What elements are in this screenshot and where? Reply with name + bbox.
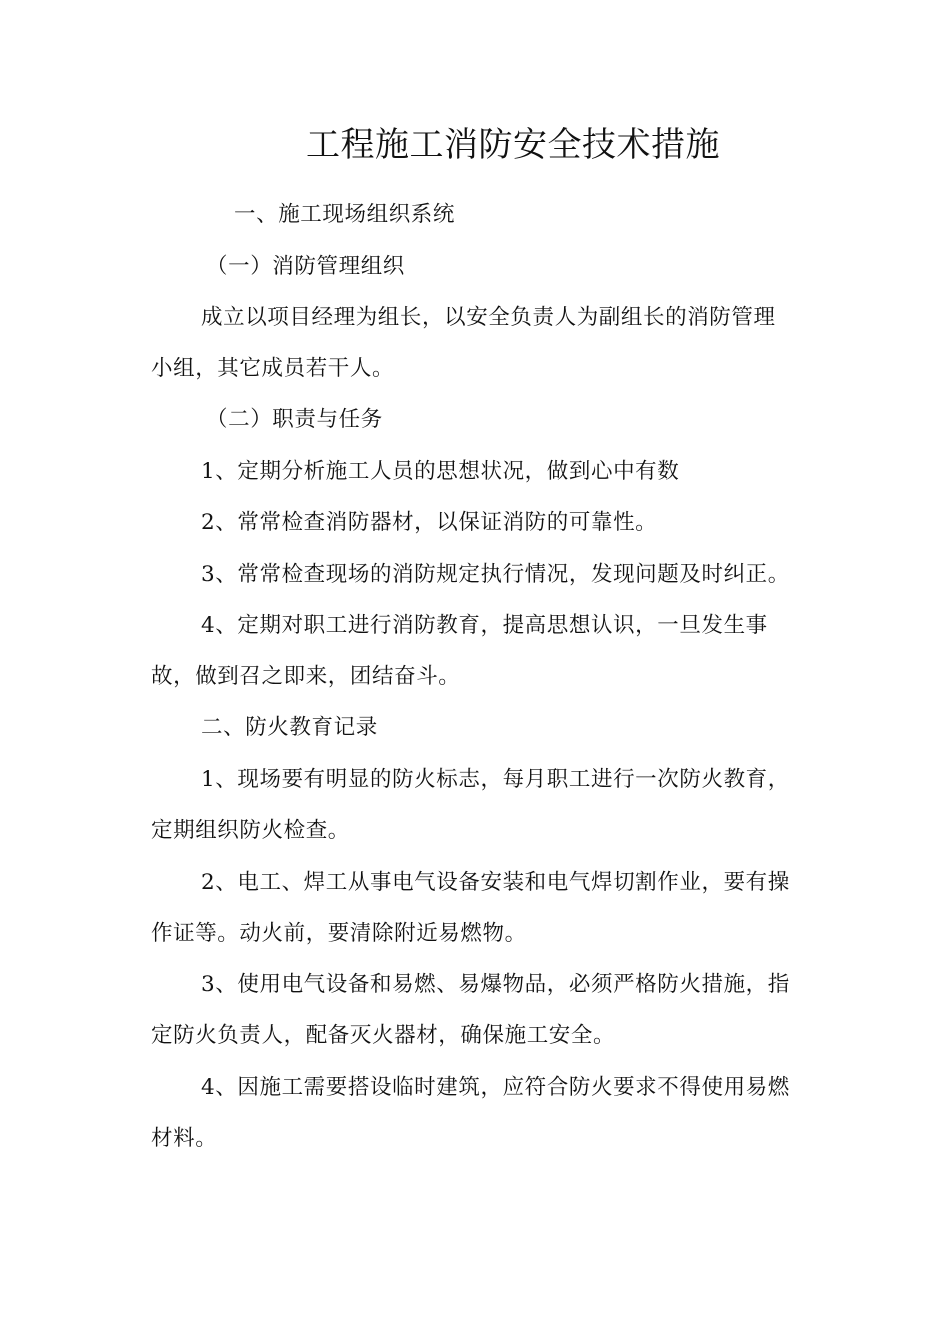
subsection-heading-1: （一）消防管理组织	[206, 254, 405, 279]
list-item-continuation: 作证等。动火前，要清除附近易燃物。	[151, 921, 527, 946]
section-heading-1: 一、施工现场组织系统	[234, 202, 456, 227]
list-item: 3、常常检查现场的消防规定执行情况，发现问题及时纠正。	[201, 562, 790, 587]
list-item: 4、定期对职工进行消防教育，提高思想认识，一旦发生事	[201, 613, 768, 638]
list-item: 1、定期分析施工人员的思想状况，做到心中有数	[201, 459, 680, 484]
list-item: 1、现场要有明显的防火标志，每月职工进行一次防火教育，	[201, 767, 790, 792]
list-item: 2、常常检查消防器材，以保证消防的可靠性。	[201, 510, 658, 535]
list-item: 3、使用电气设备和易燃、易爆物品，必须严格防火措施，指	[201, 972, 790, 997]
list-item: 2、电工、焊工从事电气设备安装和电气焊切割作业，要有操	[201, 870, 790, 895]
list-item: 4、因施工需要搭设临时建筑，应符合防火要求不得使用易燃	[201, 1075, 790, 1100]
list-item-continuation: 故，做到召之即来，团结奋斗。	[151, 664, 461, 689]
list-item-continuation: 材料。	[151, 1126, 218, 1151]
list-item-continuation: 定防火负责人，配备灭火器材，确保施工安全。	[151, 1023, 616, 1048]
section-heading-2: 二、防火教育记录	[201, 715, 378, 740]
document-title: 工程施工消防安全技术措施	[306, 125, 720, 165]
subsection-heading-2: （二）职责与任务	[206, 407, 383, 432]
list-item-continuation: 定期组织防火检查。	[151, 818, 350, 843]
paragraph-line: 成立以项目经理为组长，以安全负责人为副组长的消防管理	[201, 305, 776, 330]
paragraph-line: 小组，其它成员若干人。	[151, 356, 395, 381]
